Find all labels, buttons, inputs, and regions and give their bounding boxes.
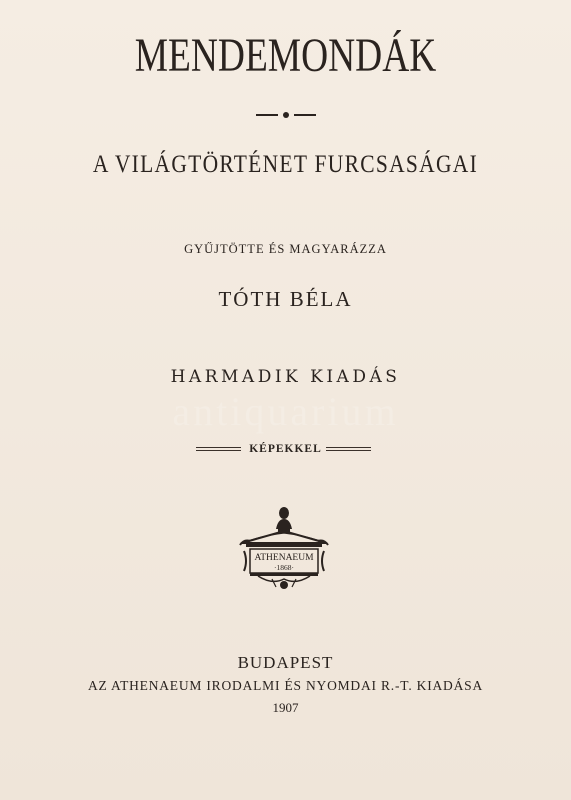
book-subtitle: A VILÁGTÖRTÉNET FURCSASÁGAI (92, 151, 479, 178)
imprint-city: BUDAPEST (237, 653, 334, 672)
illustrations-row (0, 440, 571, 458)
ornament-divider (256, 109, 316, 121)
watermark: antiquarium (172, 389, 399, 434)
imprint-year: 1907 (272, 700, 299, 715)
logo-name: ATHENAEUM (254, 553, 314, 563)
illustrations-label: KÉPEKKEL (249, 443, 322, 455)
author-name: TÓTH BÉLA (218, 287, 353, 311)
double-rule-right (326, 447, 371, 451)
athenaeum-publisher-logo (238, 505, 330, 591)
collected-by-line: GYŰJTÖTTE ÉS MAGYARÁZZA (184, 242, 387, 256)
book-title: MENDEMONDÁK (134, 29, 437, 82)
edition-line: HARMADIK KIADÁS (170, 367, 401, 387)
logo-year: ·1868· (274, 563, 294, 572)
imprint-publisher: AZ ATHENAEUM IRODALMI ÉS NYOMDAI R.-T. KIADÁSA (87, 678, 484, 693)
